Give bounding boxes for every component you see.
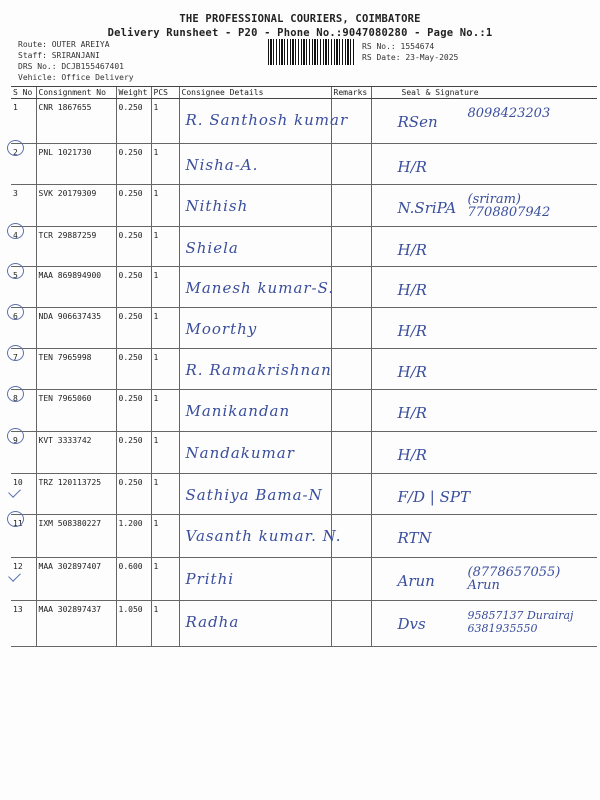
remarks-cell (331, 227, 371, 267)
weight-cell: 1.050 (116, 601, 151, 647)
table-row (11, 144, 597, 185)
sno-cell (11, 308, 36, 349)
pcs-cell: 1 (151, 601, 179, 647)
col-seal-signature: Seal & Signature (371, 87, 597, 99)
weight-cell: 0.250 (116, 349, 151, 390)
sno-cell (11, 474, 36, 515)
pcs-cell: 1 (151, 349, 179, 390)
consignee-name: Nisha-A. (185, 156, 259, 174)
table-row (11, 185, 597, 227)
consignee-name: Nithish (185, 197, 249, 215)
consignee-cell (179, 432, 331, 474)
remarks-cell (331, 185, 371, 227)
consignment-cell: MAA 869894900 (36, 267, 116, 308)
remarks-cell (331, 515, 371, 558)
consignment-cell: KVT 3333742 (36, 432, 116, 474)
drs-label: DRS No.: DCJB155467401 (18, 62, 124, 71)
sno-value: 5 (13, 271, 18, 280)
table-row (11, 558, 597, 601)
consignment-cell: TCR 29887259 (36, 227, 116, 267)
sno-cell (11, 558, 36, 601)
signature-text: H/R (397, 446, 427, 464)
barcode (268, 39, 356, 65)
pcs-cell: 1 (151, 267, 179, 308)
weight-cell: 0.600 (116, 558, 151, 601)
sno-cell (11, 227, 36, 267)
consignee-cell (179, 601, 331, 647)
consignee-name: R. Santhosh kumar (185, 111, 349, 129)
col-pcs: PCS (151, 87, 179, 99)
runsheet-table (11, 86, 597, 647)
consignee-cell (179, 474, 331, 515)
consignee-cell (179, 308, 331, 349)
consignment-cell: IXM 508380227 (36, 515, 116, 558)
runsheet-title: Delivery Runsheet - P20 - Phone No.:9047080280 - Page No.:1 (107, 27, 493, 39)
sno-value: 11 (13, 519, 23, 528)
col-consignment: Consignment No (36, 87, 116, 99)
remarks-cell (331, 474, 371, 515)
remarks-cell (331, 558, 371, 601)
pcs-cell: 1 (151, 308, 179, 349)
signature-cell (371, 144, 597, 185)
weight-cell: 0.250 (116, 474, 151, 515)
remarks-cell (331, 267, 371, 308)
weight-cell: 0.250 (116, 99, 151, 144)
signature-text: H/R (397, 404, 427, 422)
handwritten-note: (8778657055) Arun (467, 565, 561, 593)
sno-value: 6 (13, 312, 18, 321)
rs-no-label: RS No.: 1554674 (362, 42, 435, 51)
sno-value: 10 (13, 478, 23, 487)
table-row (11, 227, 597, 267)
remarks-cell (331, 308, 371, 349)
signature-cell (371, 349, 597, 390)
weight-cell: 0.250 (116, 185, 151, 227)
remarks-cell (331, 144, 371, 185)
table-row (11, 515, 597, 558)
col-consignee: Consignee Details (179, 87, 331, 99)
sno-cell (11, 390, 36, 432)
consignee-name: Manesh kumar-S. (185, 279, 335, 297)
handwritten-note: (sriram) 7708807942 (467, 192, 551, 220)
consignee-name: Shiela (185, 239, 239, 257)
pcs-cell: 1 (151, 474, 179, 515)
pcs-cell: 1 (151, 558, 179, 601)
signature-cell (371, 601, 597, 647)
circle-mark-icon (7, 304, 24, 320)
signature-cell (371, 185, 597, 227)
remarks-cell (331, 390, 371, 432)
company-title: THE PROFESSIONAL COURIERS, COIMBATORE (179, 13, 421, 25)
signature-cell (371, 515, 597, 558)
weight-cell: 0.250 (116, 227, 151, 267)
consignee-cell (179, 144, 331, 185)
signature-text: H/R (397, 158, 427, 176)
signature-text: RTN (397, 529, 432, 547)
consignment-cell: SVK 20179309 (36, 185, 116, 227)
consignee-name: Nandakumar (185, 444, 295, 462)
consignee-name: Vasanth kumar. N. (185, 527, 342, 545)
sno-value: 13 (13, 605, 23, 614)
consignee-cell (179, 515, 342, 558)
signature-text: H/R (397, 322, 427, 340)
sno-cell (11, 267, 36, 308)
signature-text: F/D | SPT (397, 488, 470, 506)
tick-mark-icon (8, 485, 21, 498)
sno-cell (11, 432, 36, 474)
consignee-name: Radha (185, 613, 240, 631)
signature-cell (371, 474, 597, 515)
consignment-cell: CNR 1867655 (36, 99, 116, 144)
remarks-cell (331, 349, 371, 390)
sno-value: 3 (13, 189, 18, 198)
tick-mark-icon (8, 569, 21, 582)
signature-cell (371, 99, 597, 144)
sno-value: 2 (13, 148, 18, 157)
sno-cell (11, 144, 36, 185)
sno-value: 4 (13, 231, 18, 240)
table-row (11, 349, 597, 390)
sno-cell (11, 349, 36, 390)
handwritten-note: 95857137 Durairaj 6381935550 (467, 609, 574, 635)
consignee-name: Sathiya Bama-N (185, 486, 323, 504)
signature-text: H/R (397, 363, 427, 381)
route-label: Route: OUTER AREIYA (18, 40, 110, 49)
consignment-cell: NDA 906637435 (36, 308, 116, 349)
table-row (11, 267, 597, 308)
consignment-cell: TRZ 120113725 (36, 474, 116, 515)
runsheet-table-wrapper (11, 86, 597, 647)
pcs-cell: 1 (151, 515, 179, 558)
circle-mark-icon (7, 428, 24, 444)
pcs-cell: 1 (151, 185, 179, 227)
signature-text: Arun (397, 572, 435, 590)
consignment-cell: MAA 302897437 (36, 601, 116, 647)
signature-text: H/R (397, 241, 427, 259)
consignee-name: Moorthy (185, 320, 258, 338)
circle-mark-icon (7, 386, 24, 402)
table-row (11, 308, 597, 349)
consignee-cell (179, 267, 335, 308)
signature-cell (371, 432, 597, 474)
pcs-cell: 1 (151, 144, 179, 185)
consignee-name: Manikandan (185, 402, 291, 420)
circle-mark-icon (7, 511, 24, 527)
staff-label: Staff: SRIRANJANI (18, 51, 100, 60)
handwritten-note: 8098423203 (467, 106, 551, 121)
vehicle-label: Vehicle: Office Delivery (18, 73, 134, 82)
circle-mark-icon (7, 140, 24, 156)
consignee-cell (179, 390, 331, 432)
sno-value: 1 (13, 103, 18, 112)
col-remarks: Remarks (331, 87, 371, 99)
sno-cell (11, 515, 36, 558)
sno-value: 7 (13, 353, 18, 362)
circle-mark-icon (7, 223, 24, 239)
signature-cell (371, 267, 597, 308)
signature-text: Dvs (397, 615, 426, 633)
consignee-name: Prithi (185, 570, 235, 588)
consignee-cell (179, 99, 349, 144)
remarks-cell (331, 99, 371, 144)
consignee-name: R. Ramakrishnan (185, 361, 332, 379)
signature-text: N.SriPA (397, 199, 457, 217)
consignee-cell (179, 558, 331, 601)
remarks-cell (331, 601, 371, 647)
signature-text: RSen (397, 113, 438, 131)
table-row (11, 390, 597, 432)
weight-cell: 0.250 (116, 432, 151, 474)
consignment-cell: TEN 7965998 (36, 349, 116, 390)
circle-mark-icon (7, 263, 24, 279)
sno-value: 9 (13, 436, 18, 445)
signature-cell (371, 390, 597, 432)
table-row (11, 432, 597, 474)
consignment-cell: MAA 302897407 (36, 558, 116, 601)
weight-cell: 0.250 (116, 267, 151, 308)
weight-cell: 1.200 (116, 515, 151, 558)
pcs-cell: 1 (151, 227, 179, 267)
consignment-cell: PNL 1021730 (36, 144, 116, 185)
sno-value: 8 (13, 394, 18, 403)
remarks-cell (331, 432, 371, 474)
table-row (11, 474, 597, 515)
weight-cell: 0.250 (116, 390, 151, 432)
signature-text: H/R (397, 281, 427, 299)
consignee-cell (179, 185, 331, 227)
circle-mark-icon (7, 345, 24, 361)
pcs-cell: 1 (151, 99, 179, 144)
sno-cell (11, 185, 36, 227)
signature-cell (371, 558, 597, 601)
sno-cell (11, 601, 36, 647)
table-row (11, 601, 597, 647)
signature-cell (371, 227, 597, 267)
pcs-cell: 1 (151, 432, 179, 474)
consignment-cell: TEN 7965060 (36, 390, 116, 432)
consignee-cell (179, 227, 331, 267)
pcs-cell: 1 (151, 390, 179, 432)
weight-cell: 0.250 (116, 144, 151, 185)
col-weight: Weight (116, 87, 151, 99)
table-row (11, 99, 597, 144)
col-sno: S No (11, 87, 36, 99)
consignee-cell (179, 349, 331, 390)
weight-cell: 0.250 (116, 308, 151, 349)
sno-cell (11, 99, 36, 144)
table-header-row (11, 87, 597, 99)
rs-date-label: RS Date: 23-May-2025 (362, 53, 459, 62)
sno-value: 12 (13, 562, 23, 571)
signature-cell (371, 308, 597, 349)
